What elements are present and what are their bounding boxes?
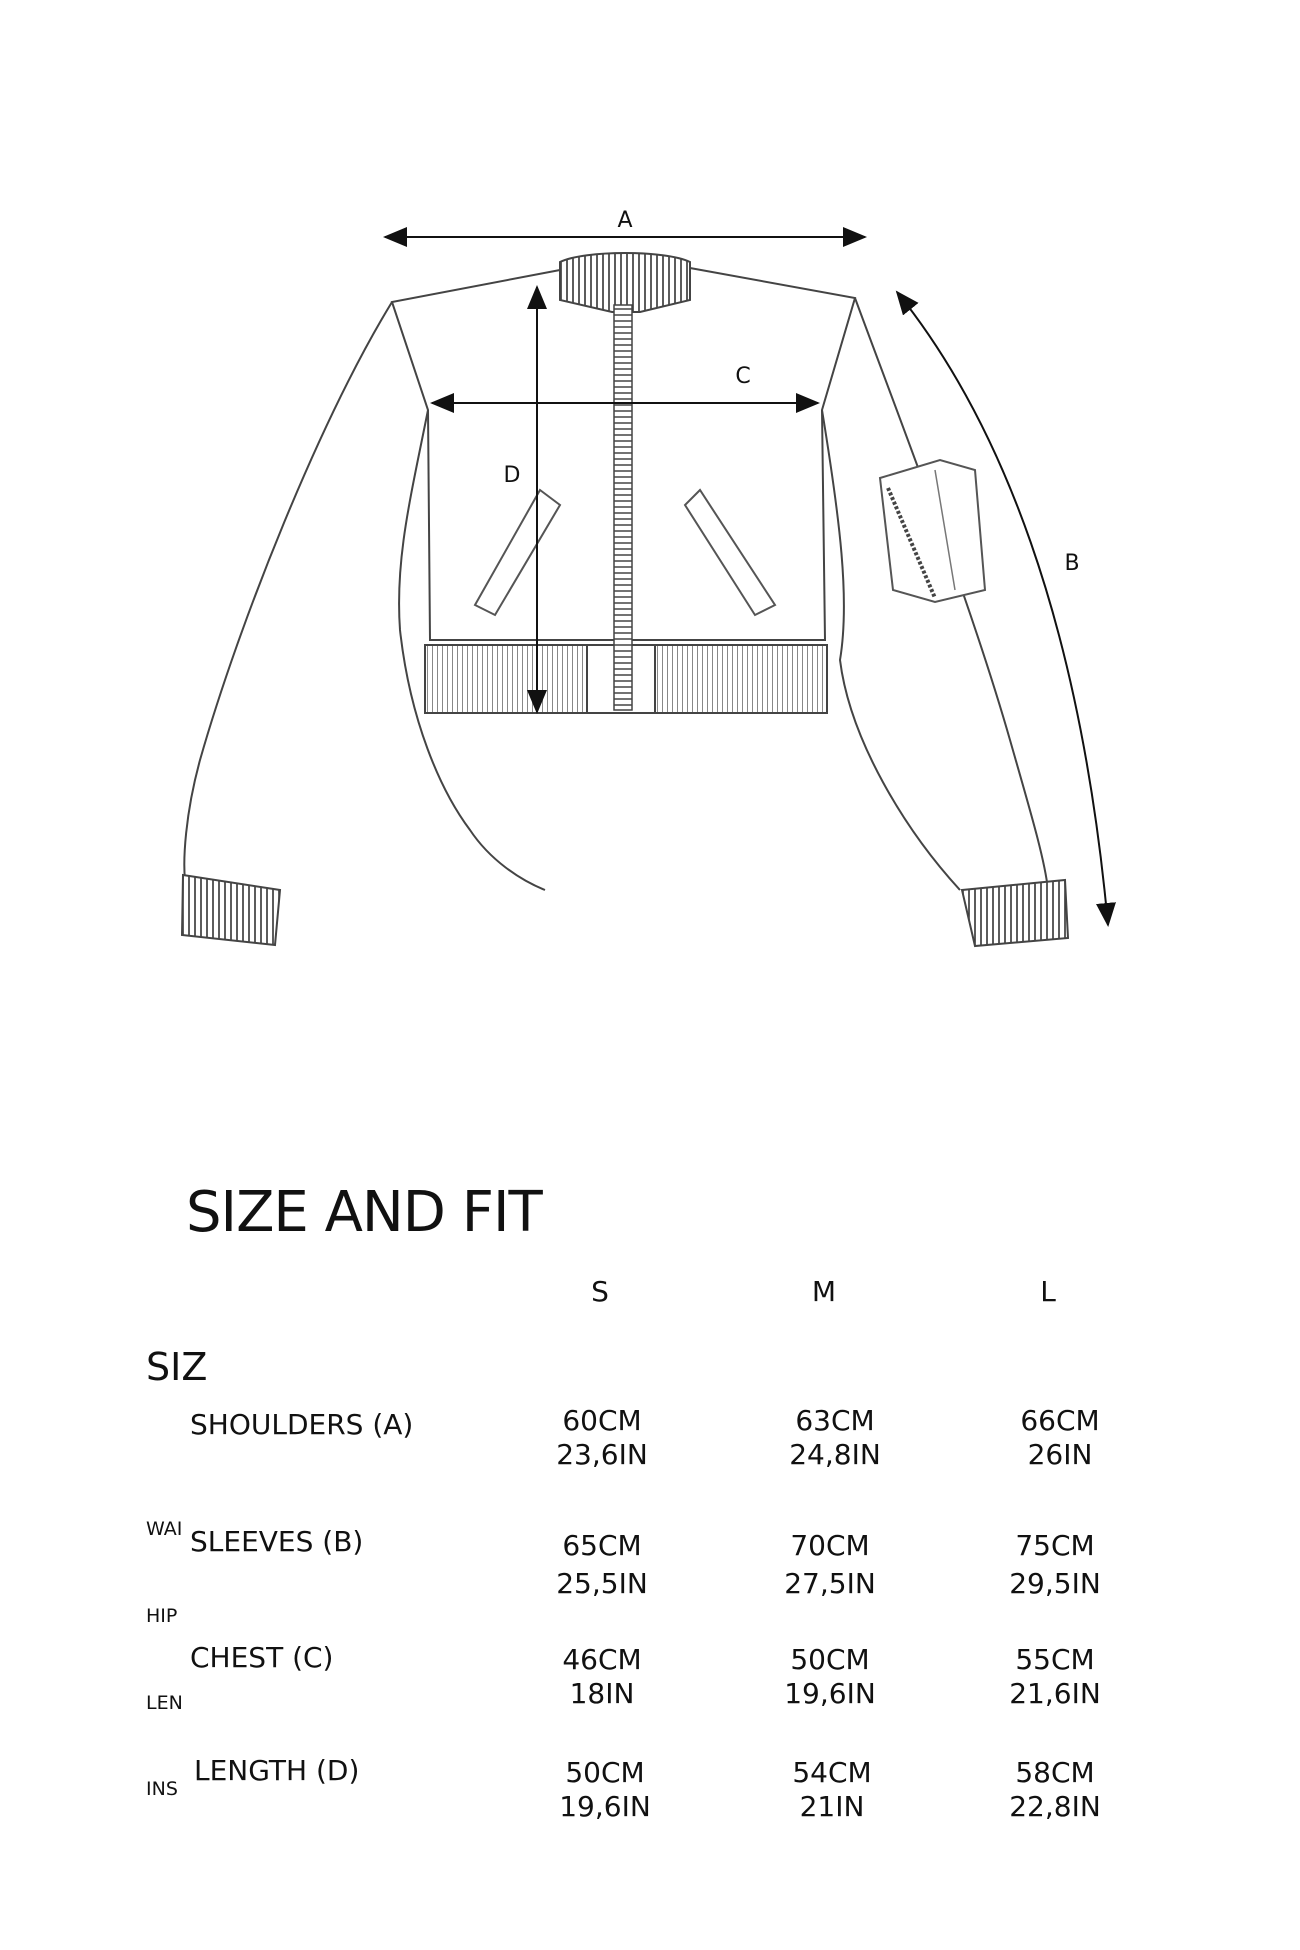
cell-shoulders-m <box>760 1404 910 1472</box>
value-in: 18IN <box>569 1677 635 1710</box>
value-in: 24,8IN <box>789 1438 881 1471</box>
front-zipper <box>614 305 632 710</box>
collar-rib <box>560 253 690 312</box>
row-label-sleeves: SLEEVES (B) <box>190 1525 364 1558</box>
value-cm: 54CM <box>792 1756 872 1789</box>
size-and-fit-title: SIZE AND FIT <box>186 1180 542 1245</box>
side-fragment-inseam: INS <box>146 1778 178 1800</box>
value-cm: 63CM <box>795 1404 875 1437</box>
cell-length-m <box>757 1756 907 1824</box>
cell-shoulders-l <box>985 1404 1135 1472</box>
value-cm: 50CM <box>790 1643 870 1676</box>
cell-sleeves-m <box>755 1527 905 1603</box>
value-cm: 70CM <box>790 1529 870 1562</box>
value-in: 21,6IN <box>1009 1677 1101 1710</box>
cell-sleeves-s <box>527 1527 677 1603</box>
value-cm: 50CM <box>565 1756 645 1789</box>
pocket-left <box>475 490 560 615</box>
dimension-label-a: A <box>617 208 633 233</box>
side-fragment-hip: HIP <box>146 1605 178 1627</box>
cell-sleeves-l <box>980 1527 1130 1603</box>
size-header-s: S <box>591 1275 609 1308</box>
side-fragment-waist: WAI <box>146 1518 183 1540</box>
value-in: 21IN <box>799 1790 865 1823</box>
pocket-right <box>685 490 775 615</box>
value-cm: 75CM <box>1015 1529 1095 1562</box>
waistband-right <box>655 645 827 713</box>
row-label-chest: CHEST (C) <box>190 1641 334 1674</box>
value-in: 19,6IN <box>559 1790 651 1823</box>
cell-chest-l <box>980 1643 1130 1711</box>
value-cm: 46CM <box>562 1643 642 1676</box>
side-fragment-length: LEN <box>146 1692 183 1714</box>
value-cm: 55CM <box>1015 1643 1095 1676</box>
value-cm: 66CM <box>1020 1404 1100 1437</box>
value-in: 29,5IN <box>1009 1567 1101 1600</box>
side-fragment-size: SIZ <box>146 1345 208 1389</box>
value-cm: 60CM <box>562 1404 642 1437</box>
cell-shoulders-s <box>527 1404 677 1472</box>
dimension-label-d: D <box>503 463 521 488</box>
size-header-m: M <box>811 1275 837 1308</box>
size-header-l: L <box>1040 1275 1056 1308</box>
cuff-right <box>962 880 1068 946</box>
value-in: 27,5IN <box>784 1567 876 1600</box>
sleeve-pocket <box>880 460 985 602</box>
value-cm: 58CM <box>1015 1756 1095 1789</box>
waistband-left <box>425 645 587 713</box>
value-in: 23,6IN <box>556 1438 648 1471</box>
value-in: 26IN <box>1027 1438 1093 1471</box>
value-cm: 65CM <box>562 1529 642 1562</box>
value-in: 25,5IN <box>556 1567 648 1600</box>
cuff-left <box>182 875 280 945</box>
dimension-label-c: C <box>735 364 751 389</box>
row-label-shoulders: SHOULDERS (A) <box>190 1408 414 1441</box>
value-in: 19,6IN <box>784 1677 876 1710</box>
value-in: 22,8IN <box>1009 1790 1101 1823</box>
cell-chest-m <box>755 1643 905 1711</box>
dimension-line-b <box>897 292 1108 925</box>
cell-length-l <box>980 1756 1130 1824</box>
dimension-label-b: B <box>1064 551 1080 576</box>
row-label-length: LENGTH (D) <box>194 1754 360 1787</box>
cell-chest-s <box>527 1643 677 1711</box>
cell-length-s <box>530 1756 680 1824</box>
